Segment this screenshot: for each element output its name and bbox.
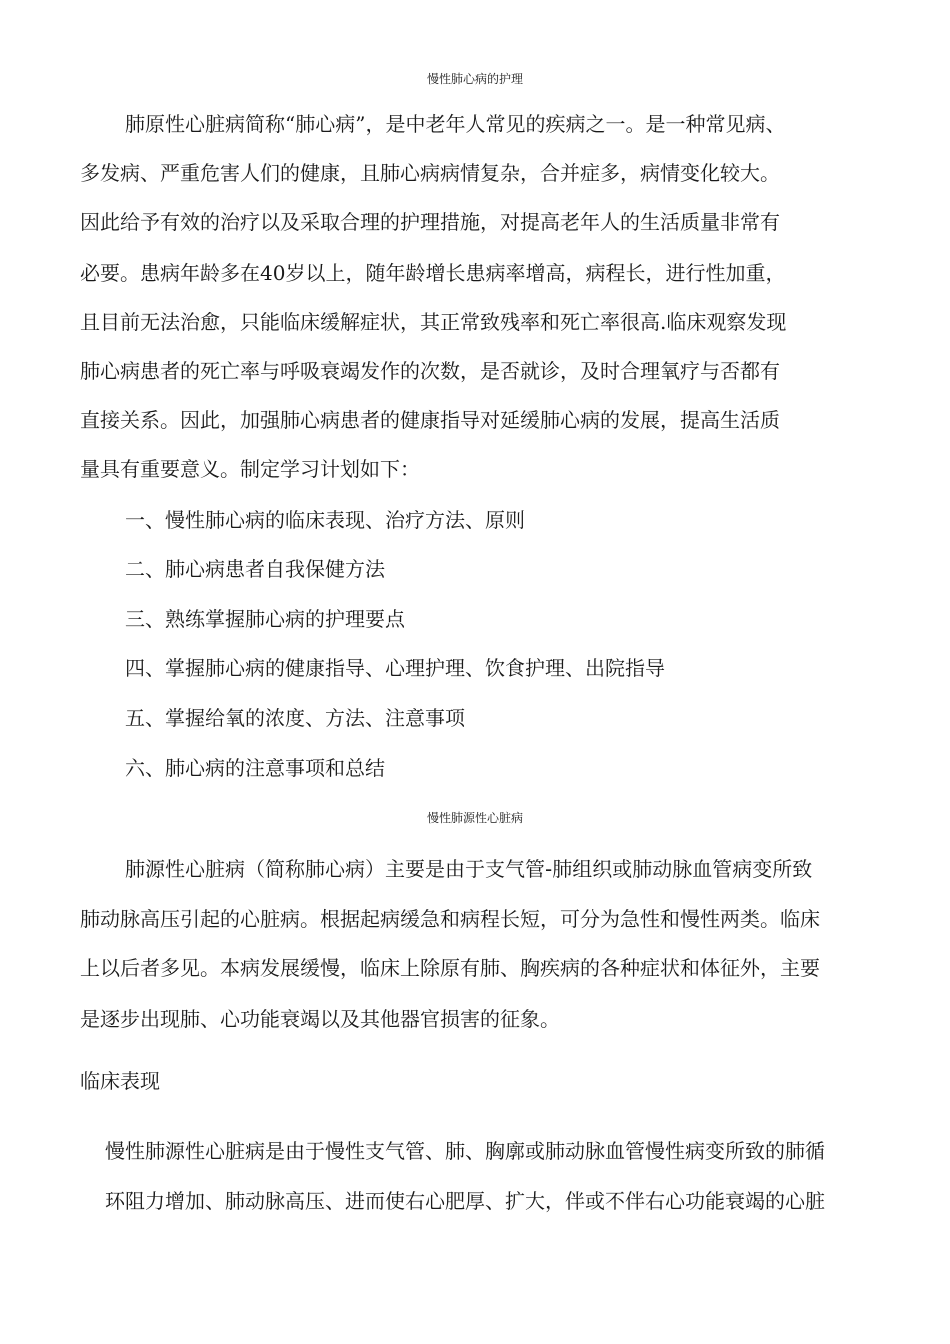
plan-item-2: 二、肺心病患者自我保健方法 (125, 557, 385, 581)
intro-line-8: 量具有重要意义。制定学习计划如下： (80, 457, 420, 481)
intro-line-7: 直接关系。因此，加强肺心病患者的健康指导对延缓肺心病的发展，提高生活质 (80, 408, 780, 432)
plan-item-1: 一、慢性肺心病的临床表现、治疗方法、原则 (125, 508, 525, 532)
section-title: 慢性肺源性心脏病 (426, 811, 523, 825)
intro-line-3: 因此给予有效的治疗以及采取合理的护理措施，对提高老年人的生活质量非常有 (80, 210, 780, 234)
intro-line-4: 必要。患病年龄多在40岁以上，随年龄增长患病率增高，病程长，进行性加重， (80, 261, 786, 285)
intro-line-2: 多发病、严重危害人们的健康，且肺心病病情复杂，合并症多，病情变化较大。 (80, 161, 780, 185)
clinical-line-1: 慢性肺源性心脏病是由于慢性支气管、肺、胸廓或肺动脉血管慢性病变所致的肺循 (105, 1139, 825, 1163)
clinical-line-2: 环阻力增加、肺动脉高压、进而使右心肥厚、扩大，伴或不伴右心功能衰竭的心脏 (105, 1189, 825, 1213)
section-line-1: 肺源性心脏病（简称肺心病）主要是由于支气管-肺组织或肺动脉血管病变所致 (125, 857, 813, 881)
doc-title: 慢性肺心病的护理 (426, 72, 523, 86)
subheading: 临床表现 (80, 1069, 160, 1093)
plan-item-5: 五、掌握给氧的浓度、方法、注意事项 (125, 706, 465, 730)
section-line-3: 上以后者多见。本病发展缓慢，临床上除原有肺、胸疾病的各种症状和体征外，主要 (80, 956, 820, 980)
section-line-4: 是逐步出现肺、心功能衰竭以及其他器官损害的征象。 (80, 1007, 560, 1031)
plan-item-4: 四、掌握肺心病的健康指导、心理护理、饮食护理、出院指导 (125, 656, 665, 680)
intro-line-1: 肺原性心脏病简称“肺心病”，是中老年人常见的疾病之一。是一种常见病、 (125, 112, 786, 136)
intro-line-5: 且目前无法治愈，只能临床缓解症状，其正常致残率和死亡率很高.临床观察发现 (80, 310, 787, 334)
plan-item-3: 三、熟练掌握肺心病的护理要点 (125, 607, 405, 631)
intro-line-6: 肺心病患者的死亡率与呼吸衰竭发作的次数，是否就诊，及时合理氧疗与否都有 (80, 359, 780, 383)
plan-item-6: 六、肺心病的注意事项和总结 (125, 756, 385, 780)
section-line-2: 肺动脉高压引起的心脏病。根据起病缓急和病程长短，可分为急性和慢性两类。临床 (80, 907, 820, 931)
